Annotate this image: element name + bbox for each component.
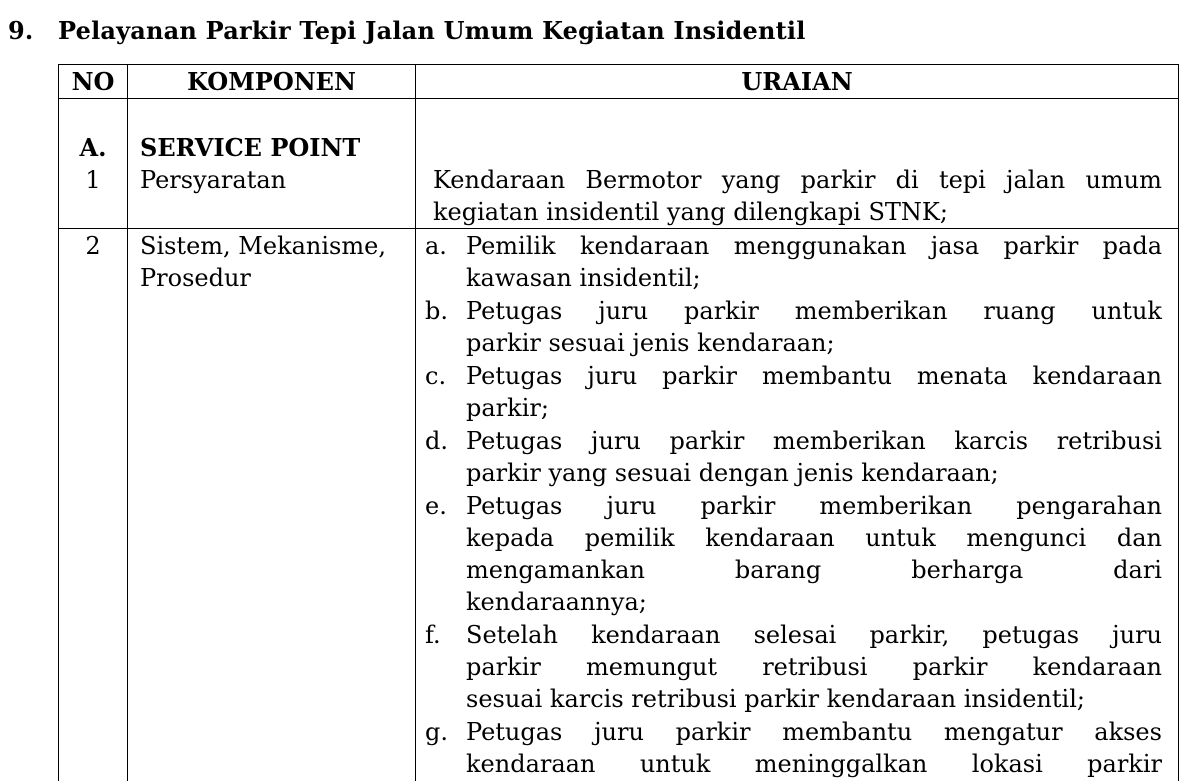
item-d-line: Petugas juru parkir memberikan karcis retribusi	[466, 427, 1162, 455]
row1-uraian-line: Kendaraan Bermotor yang parkir di tepi jalan umum	[433, 166, 1162, 194]
table-border-top	[58, 64, 1179, 65]
section-number: 9.	[8, 16, 34, 45]
item-a-line: Pemilik kendaraan menggunakan jasa parkir pada	[466, 232, 1162, 260]
item-label-e: e.	[425, 492, 447, 520]
table-border-right	[1178, 64, 1179, 781]
row1-komponen: Persyaratan	[140, 166, 287, 194]
header-no: NO	[71, 67, 115, 96]
item-label-f: f.	[425, 621, 441, 649]
item-e-line: kepada pemilik kendaraan untuk mengunci dan	[466, 524, 1162, 552]
item-e-line: mengamankan barang berharga dari	[466, 556, 1162, 584]
item-f-line: Setelah kendaraan selesai parkir, petugas juru	[466, 621, 1162, 649]
item-label-b: b.	[425, 297, 448, 325]
item-label-d: d.	[425, 427, 448, 455]
item-g-line: Petugas juru parkir membantu mengatur akses	[466, 718, 1162, 746]
item-f-line: sesuai karcis retribusi parkir kendaraan insidentil;	[466, 685, 1085, 713]
row1-uraian-line: kegiatan insidentil yang dilengkapi STNK;	[433, 198, 948, 226]
item-g-line: kendaraan untuk meninggalkan lokasi parkir	[466, 750, 1162, 778]
item-b-line: Petugas juru parkir memberikan ruang untuk	[466, 297, 1162, 325]
item-d-line: parkir yang sesuai dengan jenis kendaraan;	[466, 459, 999, 487]
item-e-line: Petugas juru parkir memberikan pengarahan	[466, 492, 1162, 520]
group-label: A.	[79, 133, 107, 162]
column-divider-no	[127, 64, 128, 781]
item-b-line: parkir sesuai jenis kendaraan;	[466, 329, 835, 357]
group-title: SERVICE POINT	[140, 133, 361, 162]
item-label-c: c.	[425, 362, 447, 390]
row-divider	[58, 228, 1179, 229]
row2-no: 2	[85, 232, 101, 260]
row2-komponen-line-1: Sistem, Mekanisme,	[140, 232, 386, 260]
header-komponen: KOMPONEN	[187, 67, 356, 96]
header-divider	[58, 98, 1179, 99]
header-uraian: URAIAN	[741, 67, 853, 96]
item-a-line: kawasan insidentil;	[466, 264, 701, 292]
item-f-line: parkir memungut retribusi parkir kendaraan	[466, 653, 1162, 681]
item-label-a: a.	[425, 232, 447, 260]
item-c-line: parkir;	[466, 394, 549, 422]
row2-komponen-line-2: Prosedur	[140, 264, 251, 292]
section-heading	[8, 16, 806, 45]
item-label-g: g.	[425, 718, 448, 746]
column-divider-komponen	[415, 64, 416, 781]
row1-no: 1	[85, 166, 101, 194]
item-e-line: kendaraannya;	[466, 588, 647, 616]
item-c-line: Petugas juru parkir membantu menata kendaraan	[466, 362, 1162, 390]
section-title: Pelayanan Parkir Tepi Jalan Umum Kegiatan Insidentil	[58, 16, 806, 45]
